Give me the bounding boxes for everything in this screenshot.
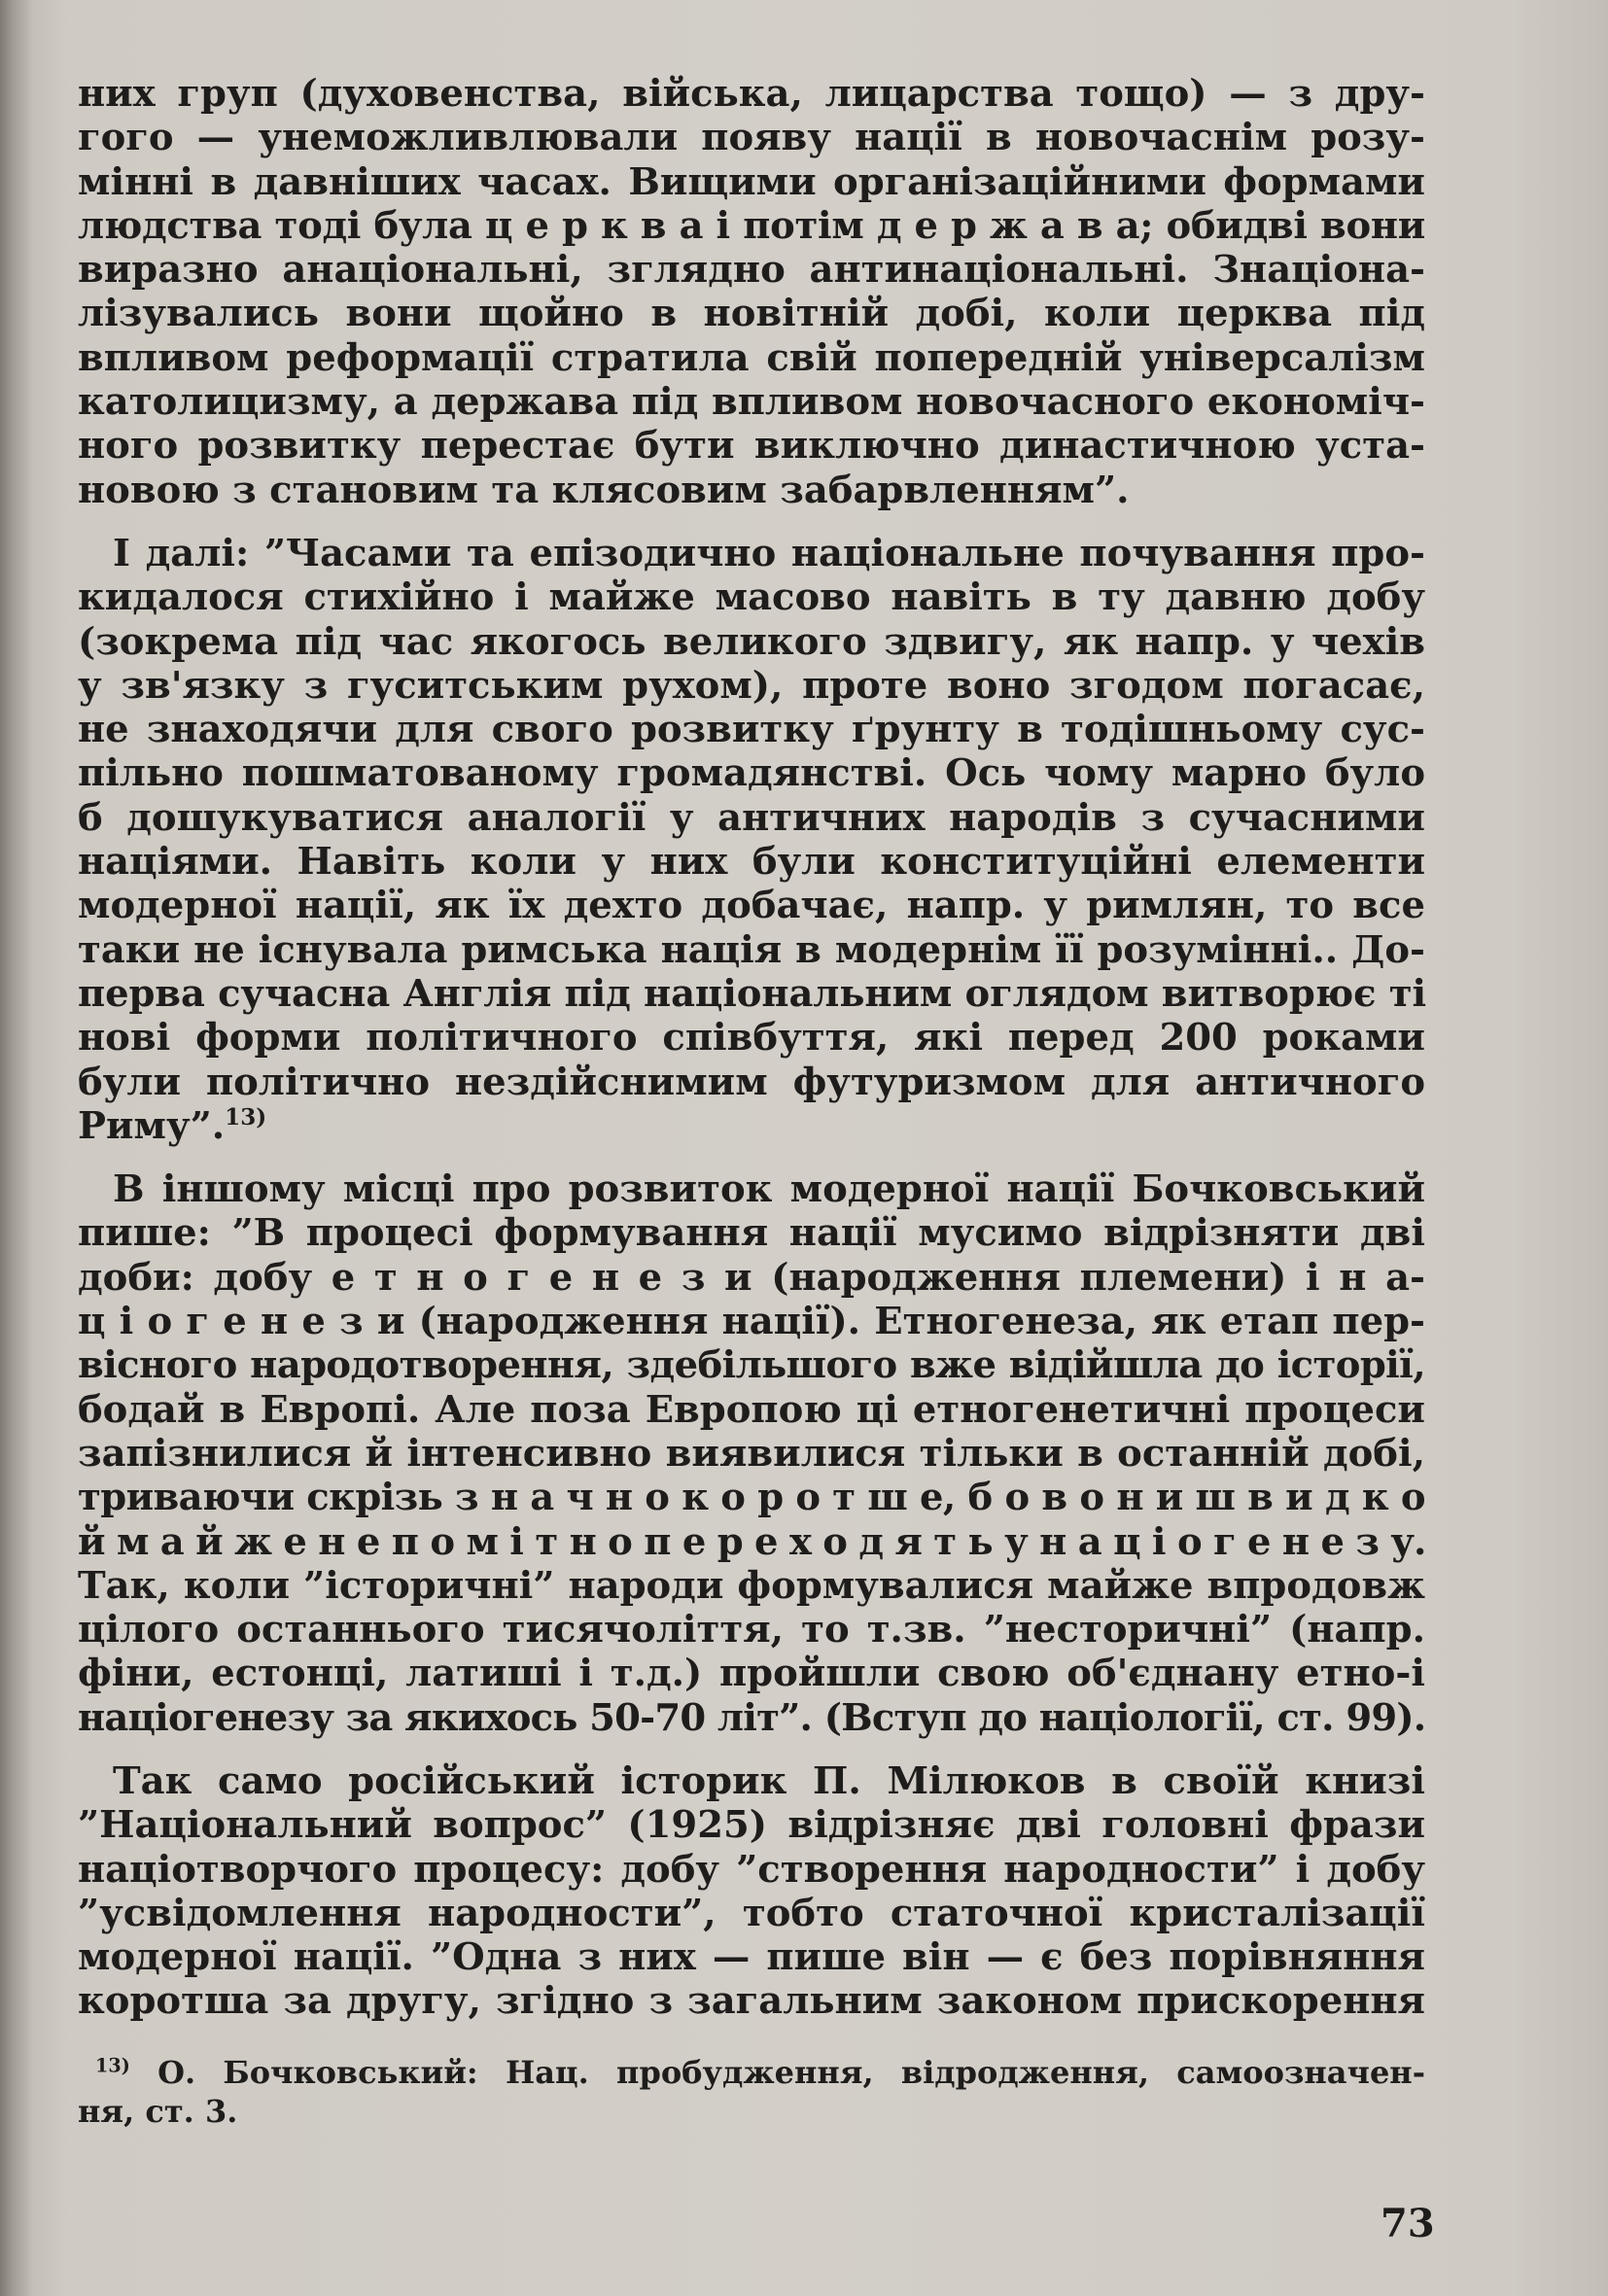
footnote-text: О. Бочковський: Нац. пробудження, відродження, самоозначен-	[157, 2054, 1426, 2091]
text-line: ”усвідомлення народности”, тобто статочної кристалізації	[78, 1891, 1425, 1935]
paragraph-4	[78, 1759, 1425, 2024]
text-line	[78, 1104, 1425, 1148]
text-line: людства тоді була ц е р к в а і потім д е р ж а в а; обидві вони	[78, 203, 1425, 248]
text-line: мінні в давніших часах. Вищими організаційними формами	[78, 159, 1425, 204]
paragraph-3	[78, 1167, 1425, 1740]
footnote	[78, 2053, 1425, 2131]
text-line: них груп (духовенства, війська, лицарства тощо) — з дру-	[78, 72, 1425, 116]
text-line: націями. Навіть коли у них були конституційні елементи	[78, 840, 1425, 885]
text-line: не знаходячи для свого розвитку ґрунту в тодішньому сус-	[78, 708, 1425, 752]
text-line: І далі: ”Часами та епізодично національне почування про-	[113, 531, 1425, 575]
text-line: бодай в Европі. Але поза Европою ці етногенетичні процеси	[78, 1387, 1425, 1432]
text-line: Так, коли ”історичні” народи формувалися майже впродовж	[78, 1563, 1425, 1608]
text-line: ц і о г е н е з и (народження нації). Етногенеза, як етап пер-	[78, 1300, 1425, 1344]
text-line: впливом реформації стратила свій попередній універсалізм	[78, 335, 1425, 380]
text-line: католицизму, а держава під впливом новочасного економіч-	[78, 380, 1425, 425]
text-line: б дошукуватися аналогії у античних народів з сучасними	[78, 795, 1425, 840]
text-line: Так само російський історик П. Мілюков в своїй книзі	[113, 1758, 1425, 1803]
text-line: ного розвитку перестає бути виключно династичною уста-	[78, 424, 1425, 469]
text-line: запізнилися й інтенсивно виявилися тільки в останній добі,	[78, 1431, 1425, 1476]
text-line: ”Національний вопрос” (1925) відрізняє дві головні фрази	[78, 1803, 1425, 1848]
text-line: й м а й ж е н е п о м і т н о п е р е х о д я т ь у н а ц і о г е н е з у.	[78, 1519, 1426, 1564]
text-line: вісного народотворення, здебільшого вже відійшла до історії,	[78, 1343, 1425, 1388]
text-line: виразно анаціональні, зглядно антинаціональні. Знаціона-	[78, 248, 1425, 293]
text-line: коротша за другу, згідно з загальним законом прискорення	[78, 1979, 1425, 2024]
text-line: цілого останнього тисячоліття, то т.зв. ”несторичні” (напр.	[78, 1608, 1425, 1652]
text-line: перва сучасна Англія під національним оглядом витворює ті	[78, 971, 1427, 1016]
text-line: націогенезу за якихось 50-70 літ”. (Вступ до націології, ст. 99).	[78, 1695, 1426, 1740]
footnote-line	[78, 2053, 1425, 2092]
text-line: фіни, естонці, латиші і т.д.) пройшли свою об'єднану етно-і	[78, 1652, 1425, 1696]
text-line: пільно пошматованому громадянстві. Ось чому марно було	[78, 751, 1425, 796]
text-line: таки не існувала римська нація в модернім її розумінні.. До-	[78, 927, 1425, 972]
text-line: доби: добу е т н о г е н е з и (народження племени) і н а-	[78, 1255, 1425, 1300]
text-line: гого — унеможливлювали появу нації в новочаснім розу-	[78, 116, 1425, 160]
paragraph-2	[78, 532, 1425, 1148]
text-line: (зокрема під час якогось великого здвигу, як напр. у чехів	[78, 619, 1425, 664]
text-line: нові форми політичного співбуття, які перед 200 роками	[78, 1016, 1425, 1061]
text-line-content: Риму”.	[78, 1103, 226, 1148]
text-line: модерної нації. ”Одна з них — пише він — є без порівняння	[78, 1935, 1425, 1980]
text-line: лізувались вони щойно в новітній добі, коли церква під	[78, 292, 1425, 336]
page-number: 73	[1381, 2201, 1435, 2246]
text-line: модерної нації, як їх дехто добачає, напр. у римлян, то все	[78, 884, 1425, 928]
text-line: були політично нездійснимим футуризмом для античного	[78, 1060, 1425, 1104]
footnote-marker: 13)	[95, 2054, 130, 2077]
footnote-reference: 13)	[225, 1104, 267, 1131]
paragraph-1	[78, 72, 1425, 512]
text-line: В іншому місці про розвиток модерної нації Бочковський	[113, 1167, 1425, 1212]
text-line: триваючи скрізь з н а ч н о к о р о т ш е, б о в о н и ш в и д к о	[78, 1476, 1425, 1520]
text-line: новою з становим та клясовим забарвленням”.	[78, 468, 1130, 512]
text-line: кидалося стихійно і майже масово навіть в ту давню добу	[78, 575, 1425, 620]
text-line: націотворчого процесу: добу ”створення народности” і добу	[78, 1847, 1425, 1892]
text-line: пише: ”В процесі формування нації мусимо відрізняти дві	[78, 1211, 1425, 1256]
footnote-line: ня, ст. 3.	[78, 2093, 238, 2130]
text-line: у зв'язку з гуситським рухом), проте воно згодом погасає,	[78, 663, 1425, 708]
body-text	[78, 72, 1425, 2024]
